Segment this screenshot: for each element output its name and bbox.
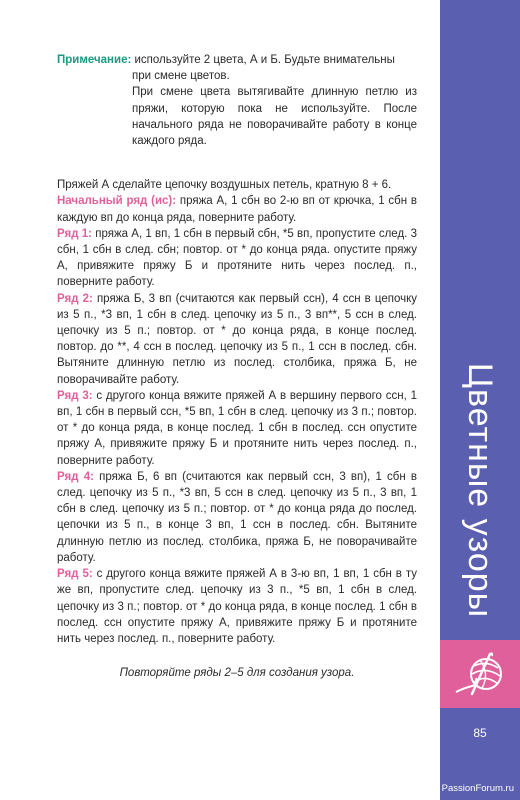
chapter-title-text: Цветные узоры (461, 362, 500, 618)
row-label: Начальный ряд (ис): (57, 195, 177, 208)
chapter-emblem (440, 640, 520, 708)
note-block (57, 52, 417, 149)
row-text: пряжа Б, 6 вп (считаются как первый ссн, 3 вп), 1 сбн в след. цепочку из 5 п., *3 вп, 5 ссн в след. цепочку из 5 п., 3 вп, 1 сбн в след. цепочку из 5 п.; повтор. от * до конца ряда до послед. цепочки из 5 п., в конце 3 вп, 1 ссн в послед. сбн. Вытяните длинную петлю из послед. столбика, пряжа Б, не поворачивайте работу. (57, 470, 417, 564)
note-label: Примечание: (57, 54, 132, 66)
row-1 (57, 226, 417, 291)
page-number: 85 (473, 726, 487, 740)
row-2 (57, 291, 417, 388)
row-5 (57, 566, 417, 647)
row-start (57, 193, 417, 225)
row-text: с другого конца вяжите пряжей А в вершину первого ссн, 1 вп, 1 сбн в первый ссн, *5 вп, 1 сбн в след. цепочку из 3 п.; повтор. от * до конца ряда, в конце послед. 1 сбн в послед. ссн опустите пряжу А, привяжите пряжу Б и протяните нить через послед. п., поверните работу. (57, 389, 417, 467)
chapter-title (440, 345, 520, 635)
row-text: пряжа А, 1 сбн во 2-ю вп от крючка, 1 сбн в каждую вп до конца ряда, поверните работу. (57, 195, 417, 224)
row-3 (57, 388, 417, 469)
row-label: Ряд 4: (57, 470, 94, 483)
page-body (57, 52, 417, 693)
note-text-1: используйте 2 цвета, А и Б. Будьте внимательны (134, 54, 395, 66)
note-line-1 (57, 52, 417, 68)
intro-text: Пряжей А сделайте цепочку воздушных петель, кратную 8 + 6. (57, 179, 392, 192)
row-text: пряжа А, 1 вп, 1 сбн в первый сбн, *5 вп, пропустите след. 3 сбн, 1 сбн в след. сбн; повтор. от * до конца ряда. опустите пряжу А, привяжите пряжу Б и протяните нить через послед. п., поверните работу. (57, 227, 417, 289)
row-label: Ряд 2: (57, 292, 93, 305)
row-text: пряжа Б, 3 вп (считаются как первый ссн), 4 ссн в цепочку из 5 п., *3 вп, 1 сбн в след. цепочку из 5 п., 3 вп**, 5 ссн в след. цепочку из 5 п.; повтор. от * до конца ряда, в конце послед. повтор. до **, 4 ссн в послед. цепочку из 5 п., 1 ссн в послед. сбн. Вытяните длинную петлю из послед. столбика, пряжа Б, не поворачивайте работу. (57, 292, 418, 386)
row-label: Ряд 5: (57, 568, 93, 581)
yarn-ball-crochet-hook-icon (450, 646, 510, 702)
row-4 (57, 469, 417, 566)
row-text: с другого конца вяжите пряжей А в 3-ю вп, 1 вп, 1 сбн в ту же вп, пропустите след. цепочку из 3 п., *5 вп, 1 сбн в след. цепочку из 3 п.; повтор. от * до конца ряда, в конце послед. 1 сбн в послед. ссн опустите пряжу А, привяжите пряжу Б и протяните нить через послед. п., поверните работу. (57, 568, 417, 645)
note-line-2: при смене цветов. (132, 70, 230, 83)
repeat-note: Повторяйте ряды 2–5 для создания узора. (119, 667, 355, 680)
row-label: Ряд 3: (57, 389, 93, 402)
row-label: Ряд 1: (57, 227, 92, 240)
watermark: PassionForum.ru (441, 783, 514, 794)
note-body: При смене цвета вытягивайте длинную петлю из пряжи, которую пока не используйте. После начального ряда не поворачивайте работу в конце каждого ряда. (132, 86, 417, 148)
